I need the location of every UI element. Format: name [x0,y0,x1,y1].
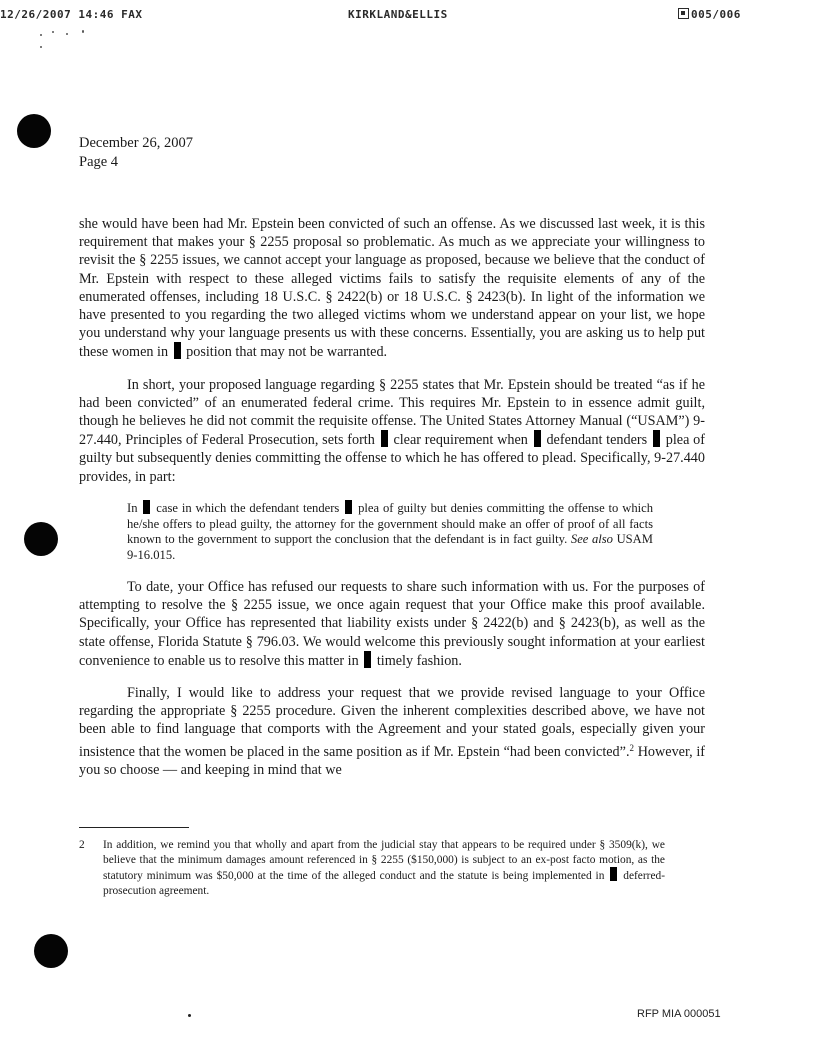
paragraph-3 [79,578,705,670]
paragraph-2-part3: defendant tenders [546,432,648,449]
redaction-bar [381,430,388,447]
quote-part3: plea of guilty but denies committing the offense to which he/she offers to plead guilty, the attorney for the government should make an offer of proof of all facts known to the government to support the conclusion that the defendant is in fact guilty. [127,500,654,547]
paragraph-3-part2: timely fashion. [376,652,462,669]
punch-hole-middle [24,522,58,556]
redaction-bar [174,342,181,359]
redaction-bar [345,500,352,514]
fax-firm-name: KIRKLAND&ELLIS [348,8,448,21]
quote-citation: USAM 9-16.015. [127,532,653,563]
scan-speck [40,46,42,48]
bates-number: RFP MIA 000051 [637,1008,721,1020]
paragraph-1-text: she would have been had Mr. Epstein been convicted of such an offense. As we discussed last week, it is this requirement that makes your § 2255 proposal so problematic. As much as we appreciate your willingness to revisit the § 2255 issues, we cannot accept your language as proposed, because we believe that the conduct of Mr. Epstein with respect to these alleged victims fails to satisfy the requisite elements of any of the enumerated offenses, including 18 U.S.C. § 2422(b) or 18 U.S.C. § 2423(b). In light of the information we have presented to you regarding the two alleged victims whom we understand appear on your list, we hope you understand why your language presents us with these concerns. Essentially, you are asking us to help put these women in [79,216,705,361]
paragraph-4 [79,684,705,779]
quote-see-also: See also [570,532,613,547]
footnote-text [103,838,665,898]
fax-page-counter [678,8,741,21]
usam-quote [127,500,653,564]
scan-speck [82,30,84,33]
redaction-bar [364,651,371,668]
quote-part2: case in which the defendant tenders [156,500,340,515]
paragraph-2-part1: In short, your proposed language regarding § 2255 states that Mr. Epstein should be treated “as if he had been convicted” of an enumerated federal crime. This requires Mr. Epstein to in essence admit guilt, though he believes he did not commit the requisite offense. The United States Attorney Manual (“USAM”) 9-27.440, Principles of Federal Prosecution, sets forth [79,376,705,449]
fax-checkbox-icon [678,8,689,19]
redaction-bar [143,500,150,514]
letter-body [79,215,705,793]
paragraph-2 [79,376,705,486]
paragraph-4-continuation: However, if you so choose — and keeping in mind that we [79,743,706,778]
punch-hole-bottom [34,934,68,968]
paragraph-1-tail: position that may not be warranted. [186,344,388,361]
footnote-divider [79,827,189,828]
redaction-bar [534,430,541,447]
fax-page-counter-text: 005/006 [691,8,741,21]
punch-hole-top [17,114,51,148]
scan-speck [188,1014,191,1017]
redaction-bar [653,430,660,447]
footnote-reference: 2 [629,742,634,753]
scan-speck [66,33,68,35]
letter-date: December 26, 2007 [79,135,193,151]
fax-datetime: 12/26/2007 14:46 FAX [0,8,143,21]
fax-header [0,8,816,24]
quote-part1: In [127,500,138,515]
letter-page-number: Page 4 [79,154,119,170]
paragraph-1 [79,215,705,362]
footnote-part2: deferred-prosecution agreement. [103,870,665,897]
paragraph-2-part2: clear requirement when [393,432,528,449]
scan-speck [52,31,54,33]
letter-heading [79,134,193,172]
scan-speck [40,34,42,36]
paragraph-4-text: Finally, I would like to address your request that we provide revised language to your Office regarding the appropriate § 2255 procedure. Given the inherent complexities described above, we have not been able to find language that comports with the Agreement and your stated goals, especially given your insistence that the women be placed in the same position as if Mr. Epstein “had been convicted”. [79,685,705,760]
footnote [79,838,665,898]
footnote-part1: In addition, we remind you that wholly and apart from the judicial stay that appears to be required under § 3509(k), we believe that the minimum damages amount referenced in § 2255 ($150,000) is subject to an ex-post facto motion, as the statutory minimum was $50,000 at the time of the alleged conduct and the statute is being implemented in [103,839,665,883]
paragraph-3-part1: To date, your Office has refused our requests to share such information with us. For the purposes of attempting to resolve the § 2255 issue, we once again request that your Office make this proof available. Specifically, your Office has represented that liability exists under § 2422(b) and § 2423(b), as well as the state offense, Florida Statute § 796.03. We would welcome this previously sought information at your earliest convenience to enable us to resolve this matter in [79,579,705,669]
paragraph-2-part4: plea of guilty but subsequently denies committing the offense to which he has offered to plead. Specifically, 9-27.440 provides, in part: [79,432,705,485]
footnote-number: 2 [79,839,85,851]
redaction-bar [610,867,617,881]
